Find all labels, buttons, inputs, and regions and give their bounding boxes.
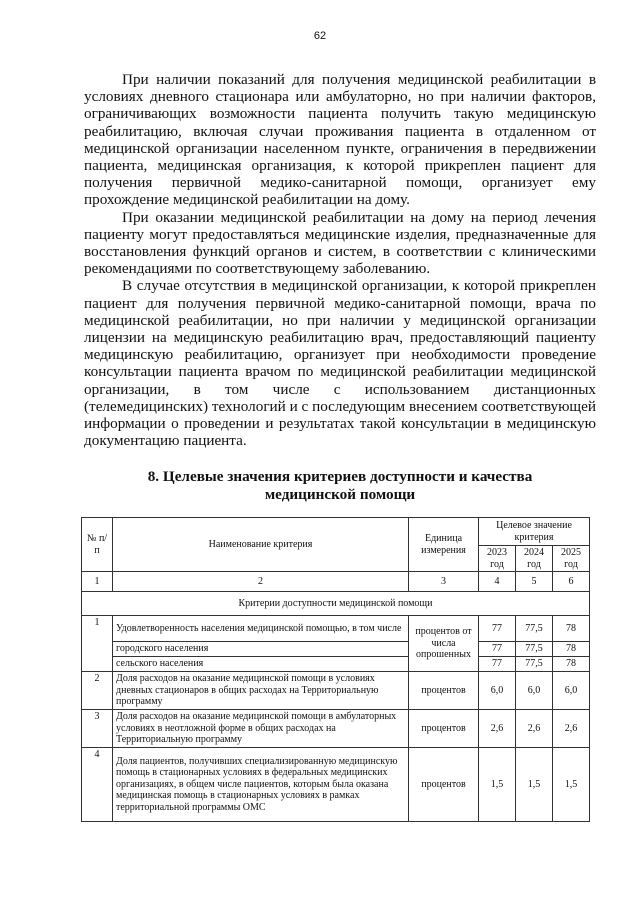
header-num: № п/п [82,518,113,572]
row-num: 4 [82,748,113,822]
row-value: 77,5 [516,642,553,657]
row-name: Удовлетворенность населения медицинской помощью, в том числе [113,616,409,642]
group-title: Критерии доступности медицинской помощи [82,592,590,616]
row-value: 6,0 [553,672,590,710]
table-row [82,748,590,822]
header-target: Целевое значение критерия [479,518,590,546]
col-number: 4 [479,572,516,592]
row-num: 3 [82,710,113,748]
table-row [82,657,590,672]
row-value: 77,5 [516,657,553,672]
row-unit: процентов [409,672,479,710]
row-value: 78 [553,657,590,672]
section-heading-line-1: 8. Целевые значения критериев доступности и качества [147,468,533,485]
col-number: 3 [409,572,479,592]
row-value: 1,5 [479,748,516,822]
row-unit: процентов от числа опрошенных [409,616,479,672]
header-year-2025: 2025 год [553,546,590,572]
row-value: 1,5 [516,748,553,822]
col-number: 2 [113,572,409,592]
row-num: 1 [82,616,113,672]
row-num: 2 [82,672,113,710]
page-number: 62 [313,30,327,42]
row-value: 2,6 [553,710,590,748]
row-value: 78 [553,642,590,657]
table-row [82,616,590,642]
row-value: 77 [479,657,516,672]
row-value: 77 [479,642,516,657]
paragraph-2: При оказании медицинской реабилитации на дому на период лечения пациенту могут предоставляться медицинские изделия, предназначенные для восстановления функций органов и систем, в соответствии с клиническими рекомендациями по соответствующему заболеванию. [84,208,596,278]
row-value: 78 [553,616,590,642]
table-row [82,642,590,657]
body-text [84,71,596,449]
criteria-table [81,517,590,822]
row-name-urban: городского населения [113,642,409,657]
row-value: 6,0 [516,672,553,710]
row-value: 1,5 [553,748,590,822]
row-name: Доля расходов на оказание медицинской помощи в условиях дневных стационаров в общих расходах на Территориальную программу [113,672,409,710]
col-number: 6 [553,572,590,592]
table-row [82,710,590,748]
row-name-rural: сельского населения [113,657,409,672]
header-unit: Единица измерения [409,518,479,572]
row-value: 2,6 [516,710,553,748]
row-unit: процентов [409,710,479,748]
column-numbers-row [82,572,590,592]
row-value: 2,6 [479,710,516,748]
paragraph-3: В случае отсутствия в медицинской организации, к которой прикреплен пациент для получения первичной медико-санитарной помощи, врача по медицинской реабилитации, но при наличии у медицинской организации лицензии на медицинскую реабилитацию врач, предоставляющий пациенту медицинскую реабилитацию, организует при необходимости проведение консультации пациента врачом по медицинской реабилитации медицинской организации, в том числе с использованием дистанционных (телемедицинских) технологий и с последующим внесением соответствующей информации о проведении и результатах такой консультации в медицинскую документацию пациента. [84,277,596,450]
header-name: Наименование критерия [113,518,409,572]
table-row [82,672,590,710]
row-name: Доля расходов на оказание медицинской помощи в амбулаторных условиях в неотложной форме в общих расходах на Территориальную программу [113,710,409,748]
row-value: 77 [479,616,516,642]
section-heading-line-2: медицинской помощи [264,486,416,503]
row-value: 6,0 [479,672,516,710]
row-unit: процентов [409,748,479,822]
header-year-2023: 2023 год [479,546,516,572]
paragraph-1: При наличии показаний для получения медицинской реабилитации в условиях дневного стационара или амбулаторно, но при наличии факторов, ограничивающих возможности пациента получить такую медицинскую реабилитацию, включая случаи проживания пациента в отдаленном от медицинской организации населенном пункте, ограничения в передвижении пациента, медицинская организация, к которой прикреплен пациент для получения первичной медико-санитарной помощи, организует ему прохождение медицинской реабилитации на дому. [84,71,596,209]
header-year-2024: 2024 год [516,546,553,572]
col-number: 1 [82,572,113,592]
section-heading [84,468,596,504]
row-value: 77,5 [516,616,553,642]
col-number: 5 [516,572,553,592]
row-name: Доля пациентов, получивших специализированную медицинскую помощь в стационарных условиях в федеральных медицинских организациях, в общем числе пациентов, которым была оказана медицинская помощь в стационарных условиях в рамках территориальной программы ОМС [113,748,409,822]
